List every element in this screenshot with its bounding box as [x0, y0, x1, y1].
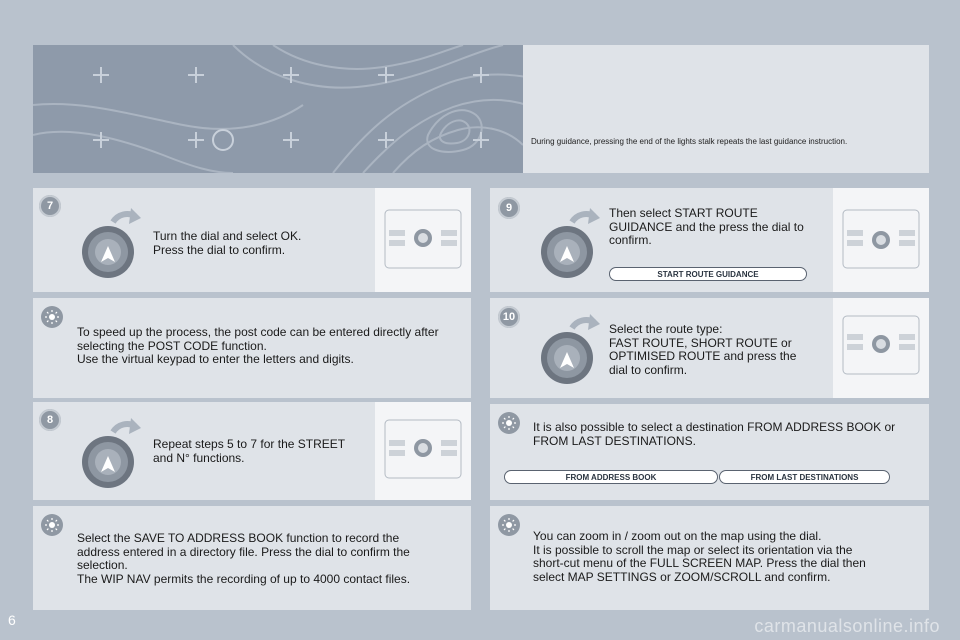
dial-press-icon: [532, 202, 602, 282]
step-number-badge: 7: [39, 195, 61, 217]
lightbulb-icon: [41, 306, 63, 328]
banner-note-area: [523, 45, 929, 173]
radio-unit-image: [833, 188, 929, 292]
step-number-badge: 8: [39, 409, 61, 431]
step-10-panel: [490, 298, 929, 398]
tip-address-book-panel: [490, 404, 929, 500]
step-7-panel: [33, 188, 471, 292]
dial-press-icon: [73, 412, 143, 492]
tip-text: Select the SAVE TO ADDRESS BOOK function to record the address entered in a directory file. Press the dial to confirm the selection. The WIP NAV permits the recording of up to 4000 contact files.: [77, 531, 411, 586]
banner-map: [33, 45, 929, 173]
radio-unit-image: [375, 188, 471, 292]
tip-save-panel: [33, 506, 471, 610]
step-text: Turn the dial and select OK. Press the dial to confirm.: [153, 229, 302, 257]
step-9-panel: [490, 188, 929, 292]
watermark: carmanualsonline.info: [754, 616, 940, 636]
step-number-badge: 9: [498, 197, 520, 219]
step-number-badge: 10: [498, 306, 520, 328]
step-text: Select the route type: FAST ROUTE, SHORT ROUTE or OPTIMISED ROUTE and press the dial to confirm.: [609, 322, 797, 377]
banner-note-text: During guidance, pressing the end of the lights stalk repeats the last guidance instruction.: [531, 137, 848, 146]
tip-zoom-panel: [490, 506, 929, 610]
tip-text: It is also possible to select a destination FROM ADDRESS BOOK or FROM LAST DESTINATIONS.: [533, 420, 896, 448]
page-number: 6: [8, 612, 16, 628]
step-text: Then select START ROUTE GUIDANCE and the press the dial to confirm.: [609, 206, 804, 247]
radio-unit-icon: [375, 188, 471, 292]
radio-unit-icon: [833, 298, 929, 398]
radio-unit-icon: [833, 188, 929, 292]
radio-unit-image: [375, 402, 471, 500]
lightbulb-icon: [41, 514, 63, 536]
from-last-destinations-tag: FROM LAST DESTINATIONS: [719, 470, 890, 484]
tip-postcode-panel: [33, 298, 471, 398]
start-route-guidance-tag: START ROUTE GUIDANCE: [609, 267, 807, 281]
lightbulb-icon: [498, 412, 520, 434]
step-text: Repeat steps 5 to 7 for the STREET and N° functions.: [153, 437, 346, 465]
tip-text: To speed up the process, the post code can be entered directly after selecting the POST CODE function. Use the virtual keypad to enter the letters and digits.: [77, 325, 439, 366]
dial-press-icon: [532, 308, 602, 388]
dial-press-icon: [73, 202, 143, 282]
radio-unit-icon: [375, 402, 471, 500]
from-address-book-tag: FROM ADDRESS BOOK: [504, 470, 718, 484]
step-8-panel: [33, 402, 471, 500]
lightbulb-icon: [498, 514, 520, 536]
tip-text: You can zoom in / zoom out on the map using the dial. It is possible to scroll the map or select its orientation via the short-cut menu of the FULL SCREEN MAP. Press the dial then select MAP SETTINGS or ZOOM/SCROLL and confirm.: [533, 529, 866, 584]
radio-unit-image: [833, 298, 929, 398]
